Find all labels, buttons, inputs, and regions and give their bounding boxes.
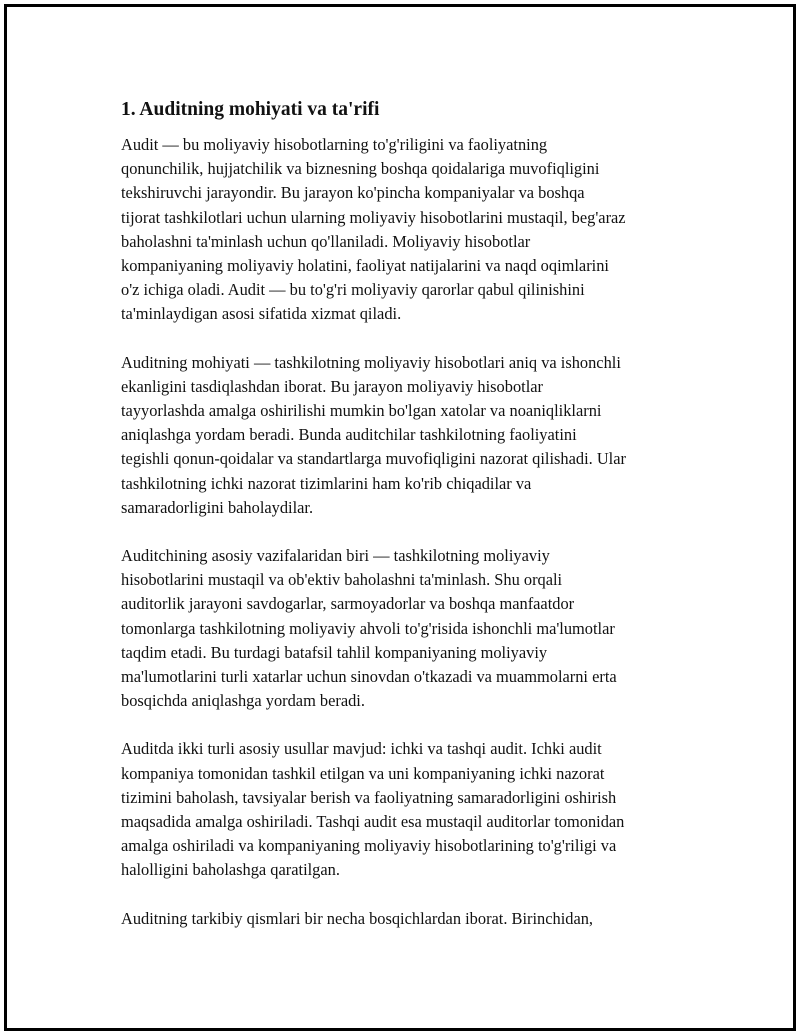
paragraph-4: Auditda ikki turli asosiy usullar mavjud: ichki va tashqi audit. Ichki audit kompaniya tomonidan tashkil etilgan va uni kompaniyaning ichki nazorat tizimini baholash, tavsiyalar berish va faoliyatning samaradorligini oshirish maqsadida amalga oshiriladi. Tashqi audit esa mustaqil auditorlar tomonidan amalga oshiriladi va kompaniyaning moliyaviy hisobotlarining to'g'riligi va halolligini baholashga qaratilgan. [121,739,625,880]
paragraph-5: Auditning tarkibiy qismlari bir necha bosqichlardan iborat. Birinchidan, [121,908,594,928]
document-body [121,97,711,955]
paragraph-1: Audit — bu moliyaviy hisobotlarning to'g'riligini va faoliyatning qonunchilik, hujjatchilik va biznesning boshqa qoidalariga muvofiqligini tekshiruvchi jarayondir. Bu jarayon ko'pincha kompaniyalar va boshqa tijorat tashkilotlari uchun ularning moliyaviy hisobotlarini mustaqil, beg'araz baholashni ta'minlash uchun qo'llaniladi. Moliyaviy hisobotlar kompaniyaning moliyaviy holatini, faoliyat natijalarini va naqd oqimlarini o'z ichiga oladi. Audit — bu to'g'ri moliyaviy qarorlar qabul qilinishini ta'minlaydigan asosi sifatida xizmat qiladi. [121,135,626,324]
paragraph-2: Auditning mohiyati — tashkilotning moliyaviy hisobotlari aniq va ishonchli ekanligini tasdiqlashdan iborat. Bu jarayon moliyaviy hisobotlar tayyorlashda amalga oshirilishi mumkin bo'lgan xatolar va noaniqliklarni aniqlashga yordam beradi. Bunda auditchilar tashkilotning faoliyatini tegishli qonun-qoidalar va standartlarga muvofiqligini nazorat qilishadi. Ular tashkilotning ichki nazorat tizimlarini ham ko'rib chiqadilar va samaradorligini baholaydilar. [121,352,626,517]
section-heading: 1. Auditning mohiyati va ta'rifi [121,99,380,120]
page-frame [4,4,796,1031]
paragraph-3: Auditchining asosiy vazifalaridan biri — tashkilotning moliyaviy hisobotlarini mustaqil va ob'ektiv baholashni ta'minlash. Shu orqali auditorlik jarayoni savdogarlar, sarmoyadorlar va boshqa manfaatdor tomonlarga tashkilotning moliyaviy ahvoli to'g'risida ishonchli ma'lumotlar taqdim etadi. Bu turdagi batafsil tahlil kompaniyaning moliyaviy ma'lumotlarini turli xatarlar uchun sinovdan o'tkazadi va muammolarni erta bosqichda aniqlashga yordam beradi. [121,546,617,711]
